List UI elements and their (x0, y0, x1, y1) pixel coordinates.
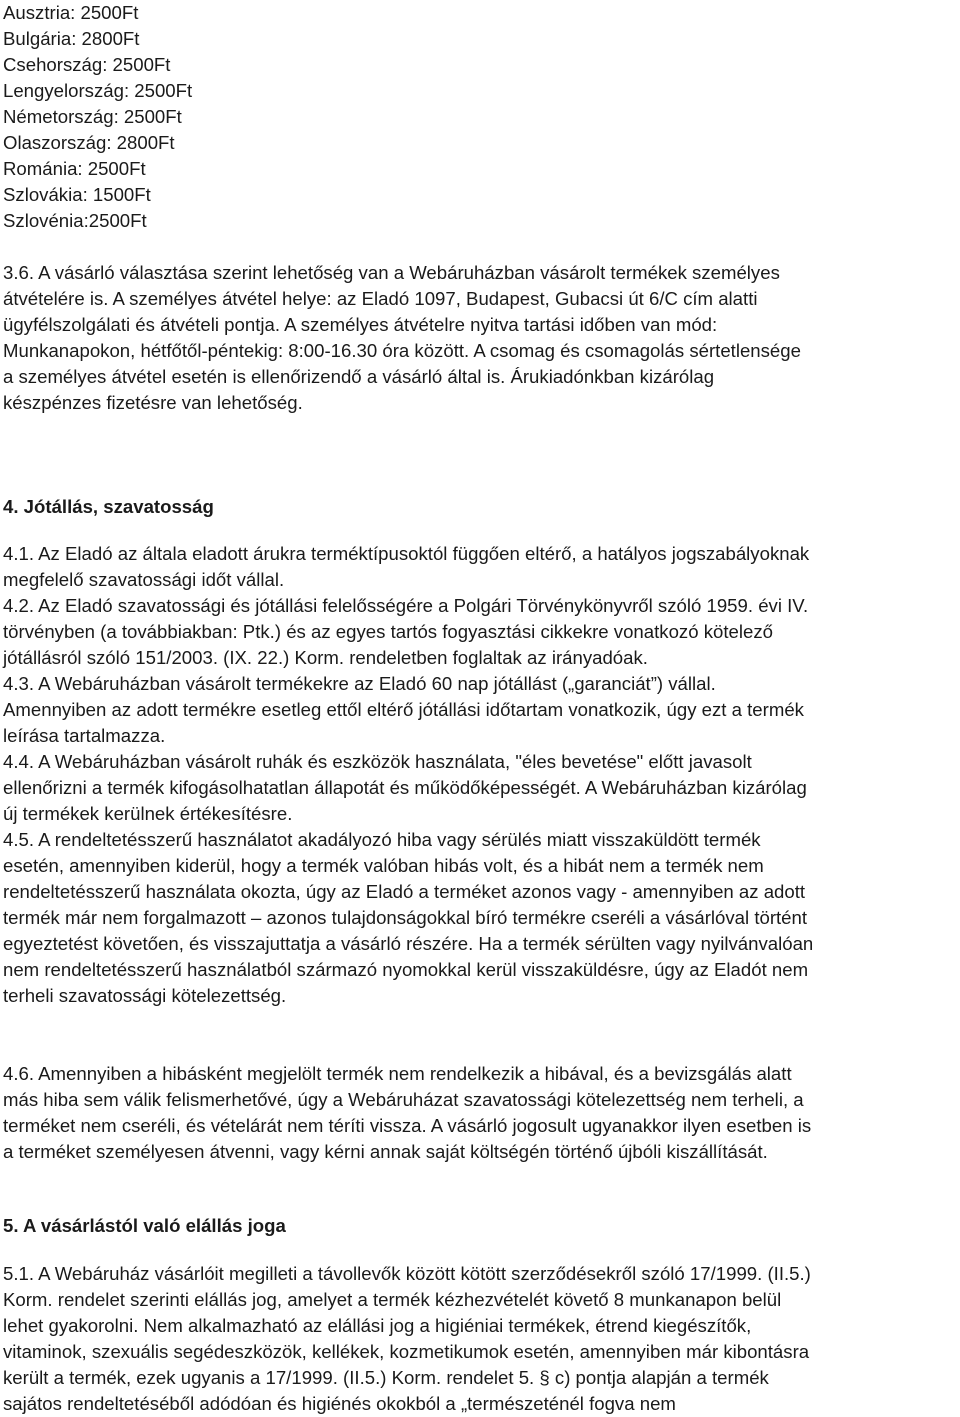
text-line: ellenőrizni a termék kifogásolhatatlan állapotát és működőképességét. A Webáruházban kizárólag (3, 777, 807, 798)
text-line: 3.6. A vásárló választása szerint lehetőség van a Webáruházban vásárolt termékek személyes (3, 262, 780, 283)
spacer (3, 416, 955, 494)
price-line: Lengyelország: 2500Ft (3, 80, 193, 101)
text-line: ügyfélszolgálati és átvételi pontja. A személyes átvételre nyitva tartási időben van mód: (3, 314, 718, 335)
text-line: készpénzes fizetésre van lehetőség. (3, 392, 303, 413)
text-line: esetén, amennyiben kiderül, hogy a termék valóban hibás volt, és a hibát nem a termék nem (3, 855, 764, 876)
text-line: vitaminok, szexuális segédeszközök, kellékek, kozmetikumok esetén, amennyiben már kibontásra (3, 1341, 810, 1362)
text-line: termék már nem forgalmazott – azonos tulajdonságokkal bíró termékre cseréli a vásárlóval történt (3, 907, 808, 928)
text-line: 4.6. Amennyiben a hibásként megjelölt termék nem rendelkezik a hibával, és a bevizsgálás alatt (3, 1063, 792, 1084)
section-heading-5: 5. A vásárlástól való elállás joga (3, 1215, 286, 1236)
text-line: megfelelő szavatossági időt vállal. (3, 569, 285, 590)
text-line: átvételére is. A személyes átvétel helye: az Eladó 1097, Budapest, Gubacsi út 6/C cím alatti (3, 288, 758, 309)
price-line: Bulgária: 2800Ft (3, 28, 140, 49)
paragraph-3-6 (3, 260, 955, 416)
spacer (3, 1239, 955, 1261)
section-heading-4: 4. Jótállás, szavatosság (3, 496, 214, 517)
text-line: sajátos rendeltetéséből adódóan és higiénés okokból a „természeténél fogva nem (3, 1393, 676, 1414)
text-line: új termékek kerülnek értékesítésre. (3, 803, 293, 824)
text-line: terméket nem cseréli, és vételárát nem téríti vissza. A vásárló jogosult ugyanakkor ilyen esetben is (3, 1115, 812, 1136)
paragraph-4-6 (3, 1061, 955, 1165)
text-line: 4.2. Az Eladó szavatossági és jótállási felelősségére a Polgári Törvénykönyvről szóló 1959. évi IV. (3, 595, 809, 616)
text-line: a terméket személyesen átvenni, vagy kérni annak saját költségén történő újbóli kiszállítását. (3, 1141, 768, 1162)
price-line: Szlovákia: 1500Ft (3, 184, 151, 205)
price-line: Szlovénia:2500Ft (3, 210, 147, 231)
text-line: 5.1. A Webáruház vásárlóit megilleti a távollevők között kötött szerződésekről szóló 17/1999. (II.5.) (3, 1263, 811, 1284)
spacer (3, 234, 955, 260)
text-line: egyeztetést követően, és visszajuttatja a vásárló részére. Ha a termék sérülten vagy nyilvánvalóan (3, 933, 814, 954)
text-line: jótállásról szóló 151/2003. (IX. 22.) Korm. rendeletben foglaltak az irányadóak. (3, 647, 648, 668)
price-line: Németország: 2500Ft (3, 106, 182, 127)
text-line: lehet gyakorolni. Nem alkalmazható az elállási jog a higiéniai termékek, étrend kiegészítők, (3, 1315, 752, 1336)
text-line: 4.4. A Webáruházban vásárolt ruhák és eszközök használata, "éles bevetése" előtt javasolt (3, 751, 752, 772)
text-line: törvényben (a továbbiakban: Ptk.) és az egyes tartós fogyasztási cikkekre vonatkozó kötelező (3, 621, 773, 642)
text-line: Amennyiben az adott termékre esetleg ettől eltérő jótállási időtartam vonatkozik, úgy ezt a termék (3, 699, 804, 720)
price-line: Románia: 2500Ft (3, 158, 146, 179)
spacer (3, 1009, 955, 1061)
text-line: Korm. rendelet szerinti elállás jog, amelyet a termék kézhezvételét követő 8 munkanapon belül (3, 1289, 782, 1310)
text-line: 4.3. A Webáruházban vásárolt termékekre az Eladó 60 nap jótállást („garanciát”) vállal. (3, 673, 716, 694)
spacer (3, 1165, 955, 1213)
text-line: került a termék, ezek ugyanis a 17/1999. (II.5.) Korm. rendelet 5. § c) pontja alapján a termék (3, 1367, 769, 1388)
spacer (3, 520, 955, 541)
text-line: más hiba sem válik felismerhetővé, úgy a Webáruházat szavatossági kötelezettség nem terheli, a (3, 1089, 804, 1110)
price-line: Csehország: 2500Ft (3, 54, 171, 75)
text-line: a személyes átvétel esetén is ellenőrizendő a vásárló által is. Árukiadónkban kizárólag (3, 366, 715, 387)
text-line: rendeltetésszerű használata okozta, úgy az Eladó a terméket azonos vagy - amennyiben az adott (3, 881, 806, 902)
price-line: Olaszország: 2800Ft (3, 132, 175, 153)
text-line: nem rendeltetésszerű használatból származó nyomokkal kerül visszaküldésre, úgy az Eladót nem (3, 959, 809, 980)
text-line: terheli szavatossági kötelezettség. (3, 985, 287, 1006)
document-page (3, 0, 955, 1417)
price-line: Ausztria: 2500Ft (3, 2, 139, 23)
text-line: 4.1. Az Eladó az általa eladott árukra terméktípusoktól függően eltérő, a hatályos jogszabályoknak (3, 543, 810, 564)
shipping-price-list (3, 0, 955, 234)
section-4-body (3, 541, 955, 1009)
section-5-body (3, 1261, 955, 1417)
text-line: 4.5. A rendeltetésszerű használatot akadályozó hiba vagy sérülés miatt visszaküldött termék (3, 829, 761, 850)
text-line: leírása tartalmazza. (3, 725, 166, 746)
text-line: Munkanapokon, hétfőtől-péntekig: 8:00-16.30 óra között. A csomag és csomagolás sértetlensége (3, 340, 801, 361)
